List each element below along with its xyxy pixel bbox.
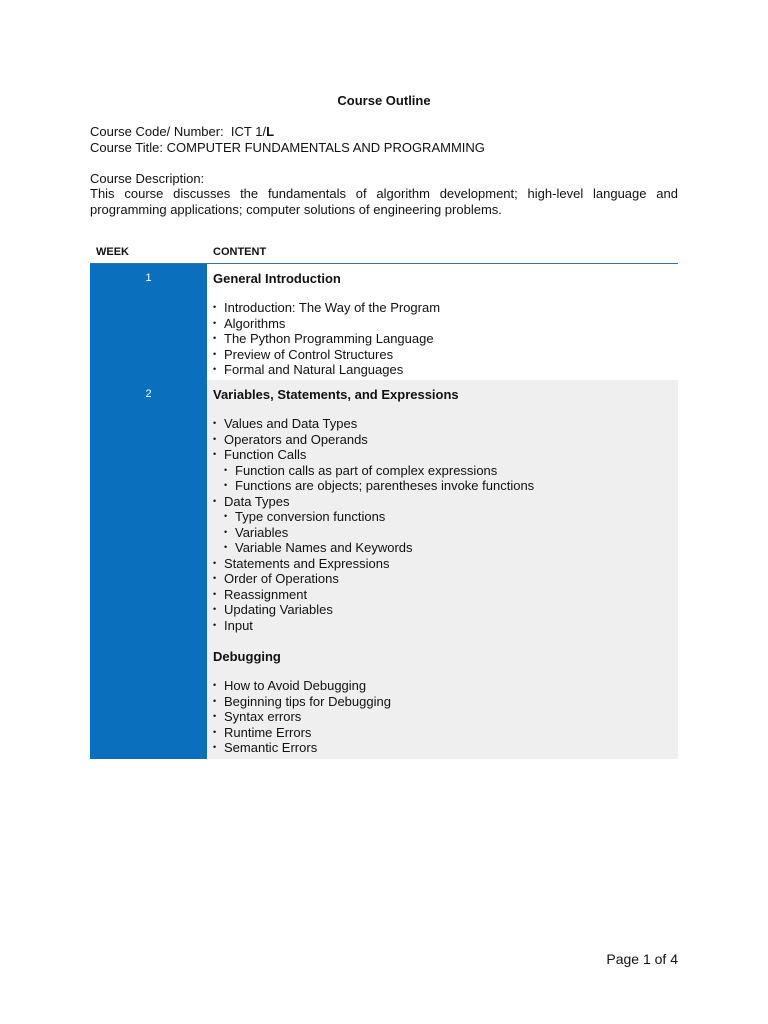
column-header-week: WEEK [96, 245, 129, 258]
course-description [90, 186, 678, 218]
topic-list [213, 678, 672, 756]
course-description-label: Course Description: [90, 171, 205, 186]
list-item: • Updating Variables [213, 602, 672, 618]
outline-table [90, 240, 678, 759]
course-title-value: COMPUTER FUNDAMENTALS AND PROGRAMMING [166, 140, 485, 155]
table-row [90, 380, 678, 759]
course-code-label: Course Code/ Number: [90, 124, 224, 139]
list-item: • Syntax errors [213, 709, 672, 725]
list-subitem: • Variables [213, 525, 672, 541]
content-cell [207, 264, 678, 380]
week-number: 2 [90, 380, 207, 759]
course-description-line: This course discusses the fundamentals of algorithm development; high-level language and [90, 186, 678, 201]
course-code-suffix: L [266, 124, 275, 139]
list-subitem: • Variable Names and Keywords [213, 540, 672, 556]
topic-list [213, 300, 672, 378]
topic-list [213, 416, 672, 633]
list-item: • Algorithms [213, 316, 672, 332]
course-title-label: Course Title: [90, 140, 163, 155]
list-item: • Introduction: The Way of the Program [213, 300, 672, 316]
list-item: • Semantic Errors [213, 740, 672, 756]
list-item: • Order of Operations [213, 571, 672, 587]
list-subitem: • Function calls as part of complex expressions [213, 463, 672, 479]
section-title: General Introduction [213, 271, 341, 286]
section-title: Variables, Statements, and Expressions [213, 387, 459, 402]
list-item: • The Python Programming Language [213, 331, 672, 347]
course-code-value: ICT 1/ [230, 124, 267, 139]
list-item: • Function Calls [213, 447, 672, 463]
list-item: • Data Types [213, 494, 672, 510]
table-header [90, 240, 678, 264]
list-item: • Formal and Natural Languages [213, 362, 672, 378]
list-item: • Runtime Errors [213, 725, 672, 741]
course-description-line: programming applications; computer solutions of engineering problems. [90, 202, 502, 217]
column-header-content: CONTENT [213, 245, 267, 258]
list-item: • Reassignment [213, 587, 672, 603]
section-title: Debugging [213, 649, 281, 664]
page-number: Page 1 of 4 [606, 951, 678, 967]
list-item: • Beginning tips for Debugging [213, 694, 672, 710]
list-item: • How to Avoid Debugging [213, 678, 672, 694]
list-subitem: • Type conversion functions [213, 509, 672, 525]
table-row [90, 264, 678, 380]
page-title: Course Outline [337, 93, 431, 108]
course-title [90, 140, 678, 156]
week-number: 1 [90, 264, 207, 380]
content-cell [207, 380, 678, 759]
list-subitem: • Functions are objects; parentheses invoke functions [213, 478, 672, 494]
course-code [90, 124, 678, 140]
list-item: • Operators and Operands [213, 432, 672, 448]
list-item: • Statements and Expressions [213, 556, 672, 572]
list-item: • Input [213, 618, 672, 634]
list-item: • Values and Data Types [213, 416, 672, 432]
list-item: • Preview of Control Structures [213, 347, 672, 363]
